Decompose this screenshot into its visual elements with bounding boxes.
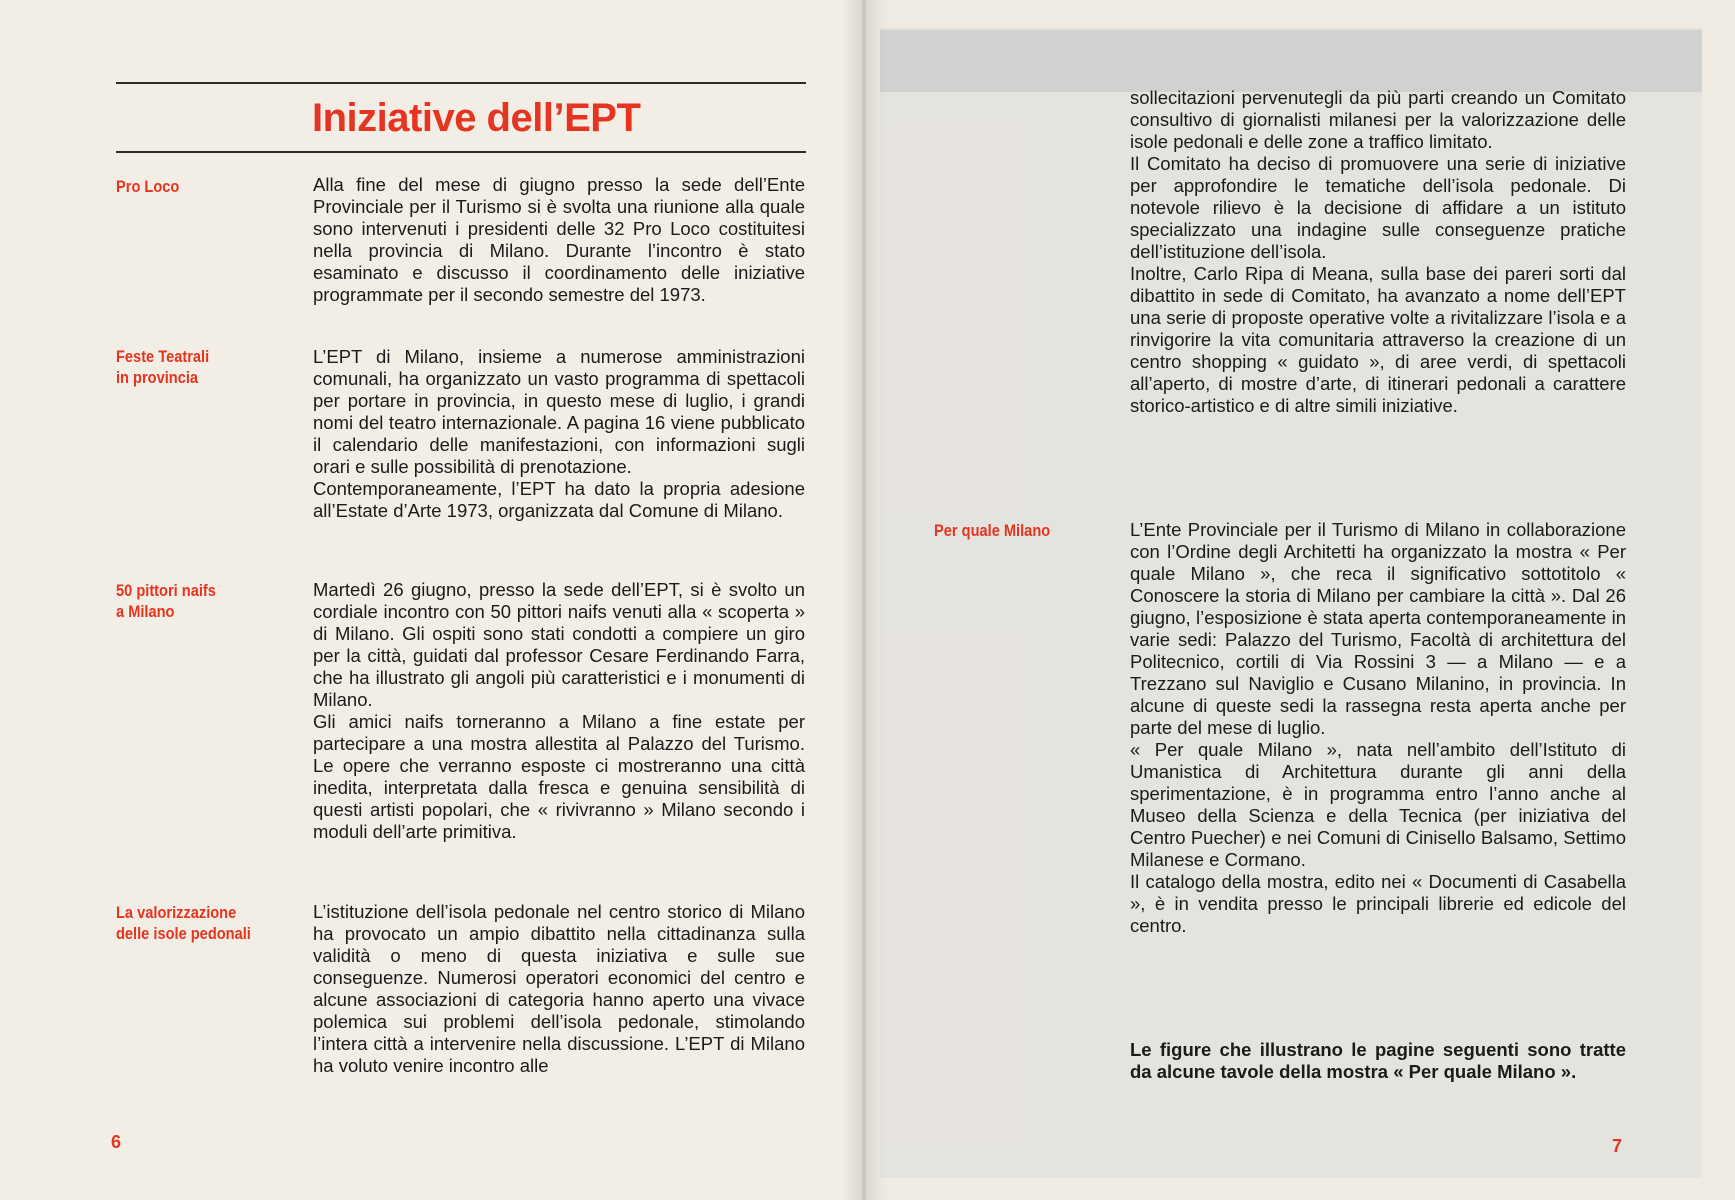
section-body-feste-teatrali	[313, 346, 805, 522]
title-rule	[116, 151, 806, 153]
section-body-pittori-naifs	[313, 579, 805, 843]
paragraph: Contemporaneamente, l’EPT ha dato la propria adesione all’Estate d’Arte 1973, organizzata dal Comune di Milano.	[313, 478, 805, 521]
section-label-pro-loco: Pro Loco	[116, 177, 180, 196]
section-label-isole-pedonali: La valorizzazione delle isole pedonali	[116, 903, 251, 943]
closing-note	[1130, 1039, 1626, 1083]
paragraph: L’istituzione dell’isola pedonale nel centro storico di Milano ha provocato un ampio dibattito nella cittadinanza sulla validità o meno di questa iniziativa e sulle sue conseguenze. Numerosi operatori economici del centro e alcune associazioni di categoria hanno aperto una vivace polemica sui problemi dell’isola pedonale, stimolando l’intera città a intervenire nella discussione. L’EPT di Milano ha voluto venire incontro alle	[313, 901, 805, 1076]
paragraph: Gli amici naifs torneranno a Milano a fine estate per partecipare a una mostra allestita al Palazzo del Turismo. Le opere che verranno esposte ci mostreranno una città inedita, interpretata dalla fresca e genuina sensibilità di questi artisti popolari, che « rivivranno » Milano secondo i moduli dell’arte primitiva.	[313, 711, 805, 842]
page-number-right: 7	[1612, 1136, 1623, 1156]
closing-note-text: Le figure che illustrano le pagine seguenti sono tratte da alcune tavole della mostra « Per quale Milano ».	[1130, 1039, 1626, 1082]
continuation-text	[1130, 87, 1626, 417]
section-label-per-quale-milano: Per quale Milano	[934, 521, 1051, 540]
paragraph: Il Comitato ha deciso di promuovere una serie di iniziative per approfondire le tematiche dell’isola pedonale. Di notevole rilievo è la decisione di affidare a un istituto specializzato una indagine sulle conseguenze pratiche dell’istituzione dell’isola.	[1130, 153, 1626, 262]
paragraph: Il catalogo della mostra, edito nei « Documenti di Casabella », è in vendita presso le principali librerie ed edicole del centro.	[1130, 871, 1626, 936]
paragraph: sollecitazioni pervenutegli da più parti creando un Comitato consultivo di giornalisti milanesi per la valorizzazione delle isole pedonali e delle zone a traffico limitato.	[1130, 87, 1626, 152]
page-title: Iniziative dell’EPT	[312, 96, 641, 140]
paragraph: Alla fine del mese di giugno presso la sede dell’Ente Provinciale per il Turismo si è svolta una riunione alla quale sono intervenuti i presidenti delle 32 Pro Loco costituitesi nella provincia di Milano. Durante l’incontro è stato esaminato e discusso il coordinamento delle iniziative programmate per il secondo semestre del 1973.	[313, 174, 805, 305]
section-body-per-quale-milano	[1130, 519, 1626, 937]
section-body-pro-loco	[313, 174, 805, 306]
book-gutter	[842, 0, 886, 1200]
paragraph: L’Ente Provinciale per il Turismo di Milano in collaborazione con l’Ordine degli Architetti ha organizzato la mostra « Per quale Milano », che reca il significativo sottotitolo « Conoscere la storia di Milano per cambiare la città ». Dal 26 giugno, l’esposizione è stata aperta contemporaneamente in varie sedi: Palazzo del Turismo, Facoltà di architettura del Politecnico, cortili di Via Rossini 3 — a Milano — e a Trezzano sul Naviglio e Cusano Milanino, in provincia. In alcune di queste sedi la rassegna resta aperta anche per parte del mese di luglio.	[1130, 519, 1626, 738]
paragraph: « Per quale Milano », nata nell’ambito dell’Istituto di Umanistica di Architettura durante gli anni della sperimentazione, è in programma entro l’anno anche al Museo della Scienza e della Tecnica (per iniziativa del Centro Puecher) e nei Comuni di Cinisello Balsamo, Settimo Milanese e Cormano.	[1130, 739, 1626, 870]
show-through-band	[880, 30, 1702, 92]
section-body-isole-pedonali	[313, 901, 805, 1077]
top-rule	[116, 82, 806, 84]
paragraph: Martedì 26 giugno, presso la sede dell’EPT, si è svolto un cordiale incontro con 50 pittori naifs venuti alla « scoperta » di Milano. Gli ospiti sono stati condotti a compiere un giro per la città, guidati dal professor Cesare Ferdinando Farra, che ha illustrato gli angoli più caratteristici e i monumenti di Milano.	[313, 579, 805, 710]
page-number-left: 6	[111, 1132, 122, 1152]
paragraph: Inoltre, Carlo Ripa di Meana, sulla base dei pareri sorti dal dibattito in sede di Comitato, ha avanzato a nome dell’EPT una serie di proposte operative volte a rivitalizzare l’isola e a rinvigorire la vita comunitaria attraverso la creazione di un centro shopping « guidato », di aree verdi, di spettacoli all’aperto, di mostre d’arte, di itinerari pedonali a carattere storico-artistico e di altre simili iniziative.	[1130, 263, 1626, 416]
paragraph: L’EPT di Milano, insieme a numerose amministrazioni comunali, ha organizzato un vasto programma di spettacoli per portare in provincia, in questo mese di luglio, i grandi nomi del teatro internazionale. A pagina 16 viene pubblicato il calendario delle manifestazioni, con informazioni sugli orari e sulle possibilità di prenotazione.	[313, 346, 805, 477]
section-label-pittori-naifs: 50 pittori naifs a Milano	[116, 581, 216, 621]
section-label-feste-teatrali: Feste Teatrali in provincia	[116, 347, 210, 387]
